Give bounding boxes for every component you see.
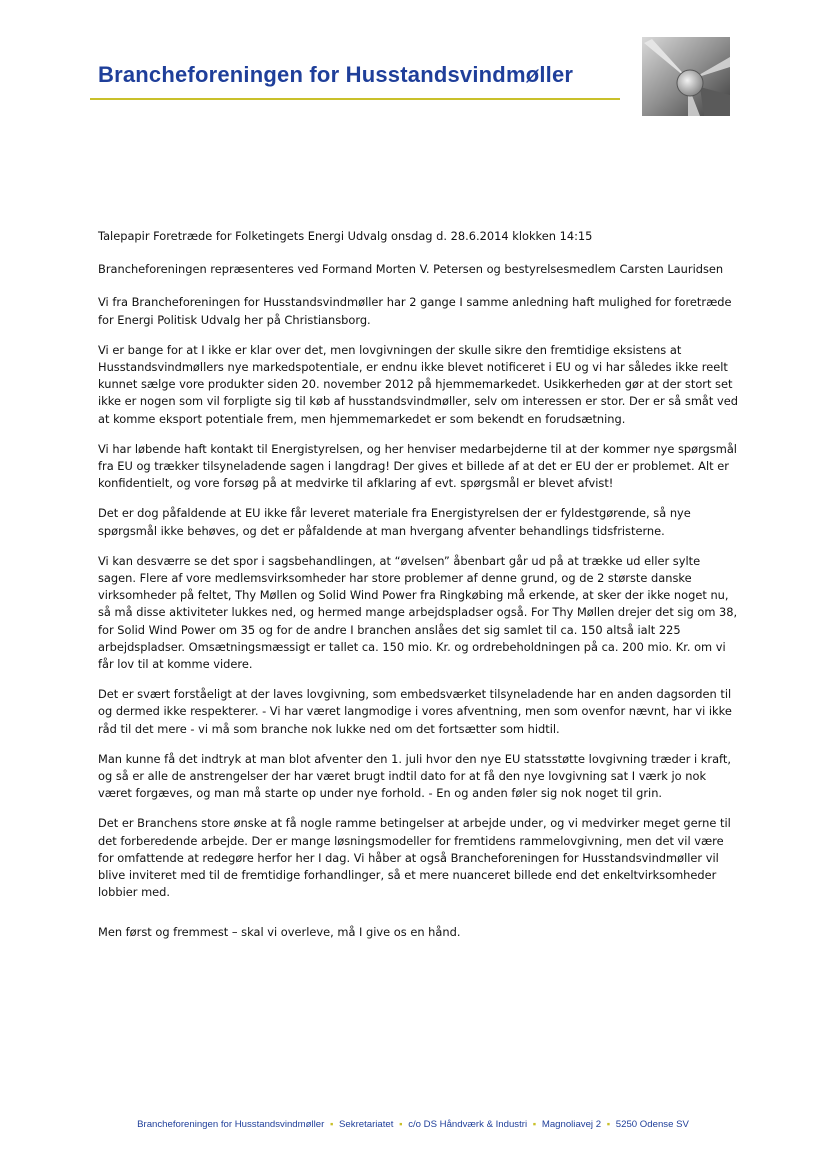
document-heading-line: Talepapir Foretræde for Folketingets Energi Udvalg onsdag d. 28.6.2014 klokken 14:15 <box>98 229 593 243</box>
footer-separator: ▪ <box>399 1119 403 1130</box>
footer <box>0 1119 826 1130</box>
document-representatives-line: Brancheforeningen repræsenteres ved Formand Morten V. Petersen og bestyrelsesmedlem Carsten Lauridsen <box>98 262 724 277</box>
paragraph: Det er dog påfaldende at EU ikke får leveret materiale fra Energistyrelsen der er fyldestgørende, så nye spørgsmål ikke behøves, og det er påfaldende at man hvergang afventer behandlings tidsfristerne. <box>98 506 691 538</box>
turbine-photo <box>642 37 730 116</box>
paragraph: Det er Branchens store ønske at få nogle ramme betingelser at arbejde under, og vi medvirker meget gerne til det forberedende arbejde. Der er mange løsningsmodeller for fremtidens rammelovgivning, men det vil være for omfattende at redegøre herfor her I dag. Vi håber at også Brancheforeningen for Husstandsvindmøller vil blive inviteret med til de fremtidige forhandlinger, så et mere nuanceret billede end det enkeltvirksomheder lobbier med. <box>98 816 731 900</box>
footer-city: 5250 Odense SV <box>615 1119 689 1130</box>
footer-separator: ▪ <box>606 1119 611 1130</box>
paragraph: Det er svært forståeligt at der laves lovgivning, som embedsværket tilsyneladende har en anden dagsorden til og dermed ikke respekterer. - Vi har været langmodige i vores afventning, men som ovenfor nævnt, har vi ikke råd til det mere - vi må som branche nok lukke ned om det fortsætter som hidtil. <box>98 687 732 736</box>
paragraph: Vi kan desværre se det spor i sagsbehandlingen, at “øvelsen” åbenbart går ud på at trække ud eller sylte sagen. Flere af vore medlemsvirksomheder har store problemer af denne grund, og de 2 største danske virksomheder på feltet, Thy Møllen og Solid Wind Power fra Ringkøbing må erkende, at sker der ikke noget nu, så må disse aktiviteter lukkes ned, og hermed mange arbejdspladser også. For Thy Møllen drejer det sig om 38, for Solid Wind Power om 35 og for de andre I branchen anslåes det sig samlet til ca. 150 altså ialt 225 arbejdspladser. Omsætningsmæssigt er tallet ca. 150 mio. Kr. og ordrebeholdningen på ca. 200 mio. Kr. om vi får lov til at komme videre. <box>98 553 738 672</box>
footer-separator: ▪ <box>532 1119 537 1130</box>
footer-org: Brancheforeningen for Husstandsvindmøller <box>137 1119 325 1130</box>
paragraph: Vi fra Brancheforeningen for Husstandsvindmøller har 2 gange I samme anledning haft mulighed for foretræde for Energi Politisk Udvalg her på Christiansborg. <box>98 295 732 327</box>
footer-secretariat: Sekretariatet <box>339 1119 394 1130</box>
footer-separator: ▪ <box>329 1119 334 1130</box>
closing-line: Men først og fremmest – skal vi overleve, må I give os en hånd. <box>98 924 461 939</box>
paragraph: Vi er bange for at I ikke er klar over det, men lovgivningen der skulle sikre den fremtidige eksistens at Husstandsvindmøllers nye markedspotentiale, er endnu ikke blevet notificeret i EU og vi har således ikke reelt kunnet sælge vore produkter siden 20. november 2012 på hjemmemarkedet. Usikkerheden gør at der stort set ikke er nogen som vil forpligte sig til køb af husstandsvindmøller, selv om interessen er stor. Der er så småt ved at komme eksport potentiale frem, men hjemmemarkedet er som bekendt en forudsætning. <box>98 342 738 426</box>
header-divider <box>90 98 620 100</box>
footer-care-of: c/o DS Håndværk & Industri <box>408 1119 528 1130</box>
paragraph: Vi har løbende haft kontakt til Energistyrelsen, og her henviser medarbejderne til at der kommer nye spørgsmål fra EU og trækker tilsyneladende sagen i langdrag! Der gives et billede af at det er EU der er problemet. Alt er konfidentielt, og vore forsøg på at medvirke til afklaring af evt. spørgsmål er blevet afvist! <box>98 441 737 491</box>
page-title: Brancheforeningen for Husstandsvindmøller <box>98 62 574 87</box>
speech-document <box>98 228 738 954</box>
wind-turbine-icon <box>642 37 730 116</box>
paragraph: Man kunne få det indtryk at man blot afventer den 1. juli hvor den nye EU statsstøtte lovgivning træder i kraft, og så er alle de anstrengelser der har været brugt indtil dato for at få den nye lovgivning sat I værk jo nok været forgæves, og man må starte op under nye forhold. - En og anden føler sig nok noget til grin. <box>98 751 731 801</box>
footer-address: Magnoliavej 2 <box>541 1119 602 1130</box>
